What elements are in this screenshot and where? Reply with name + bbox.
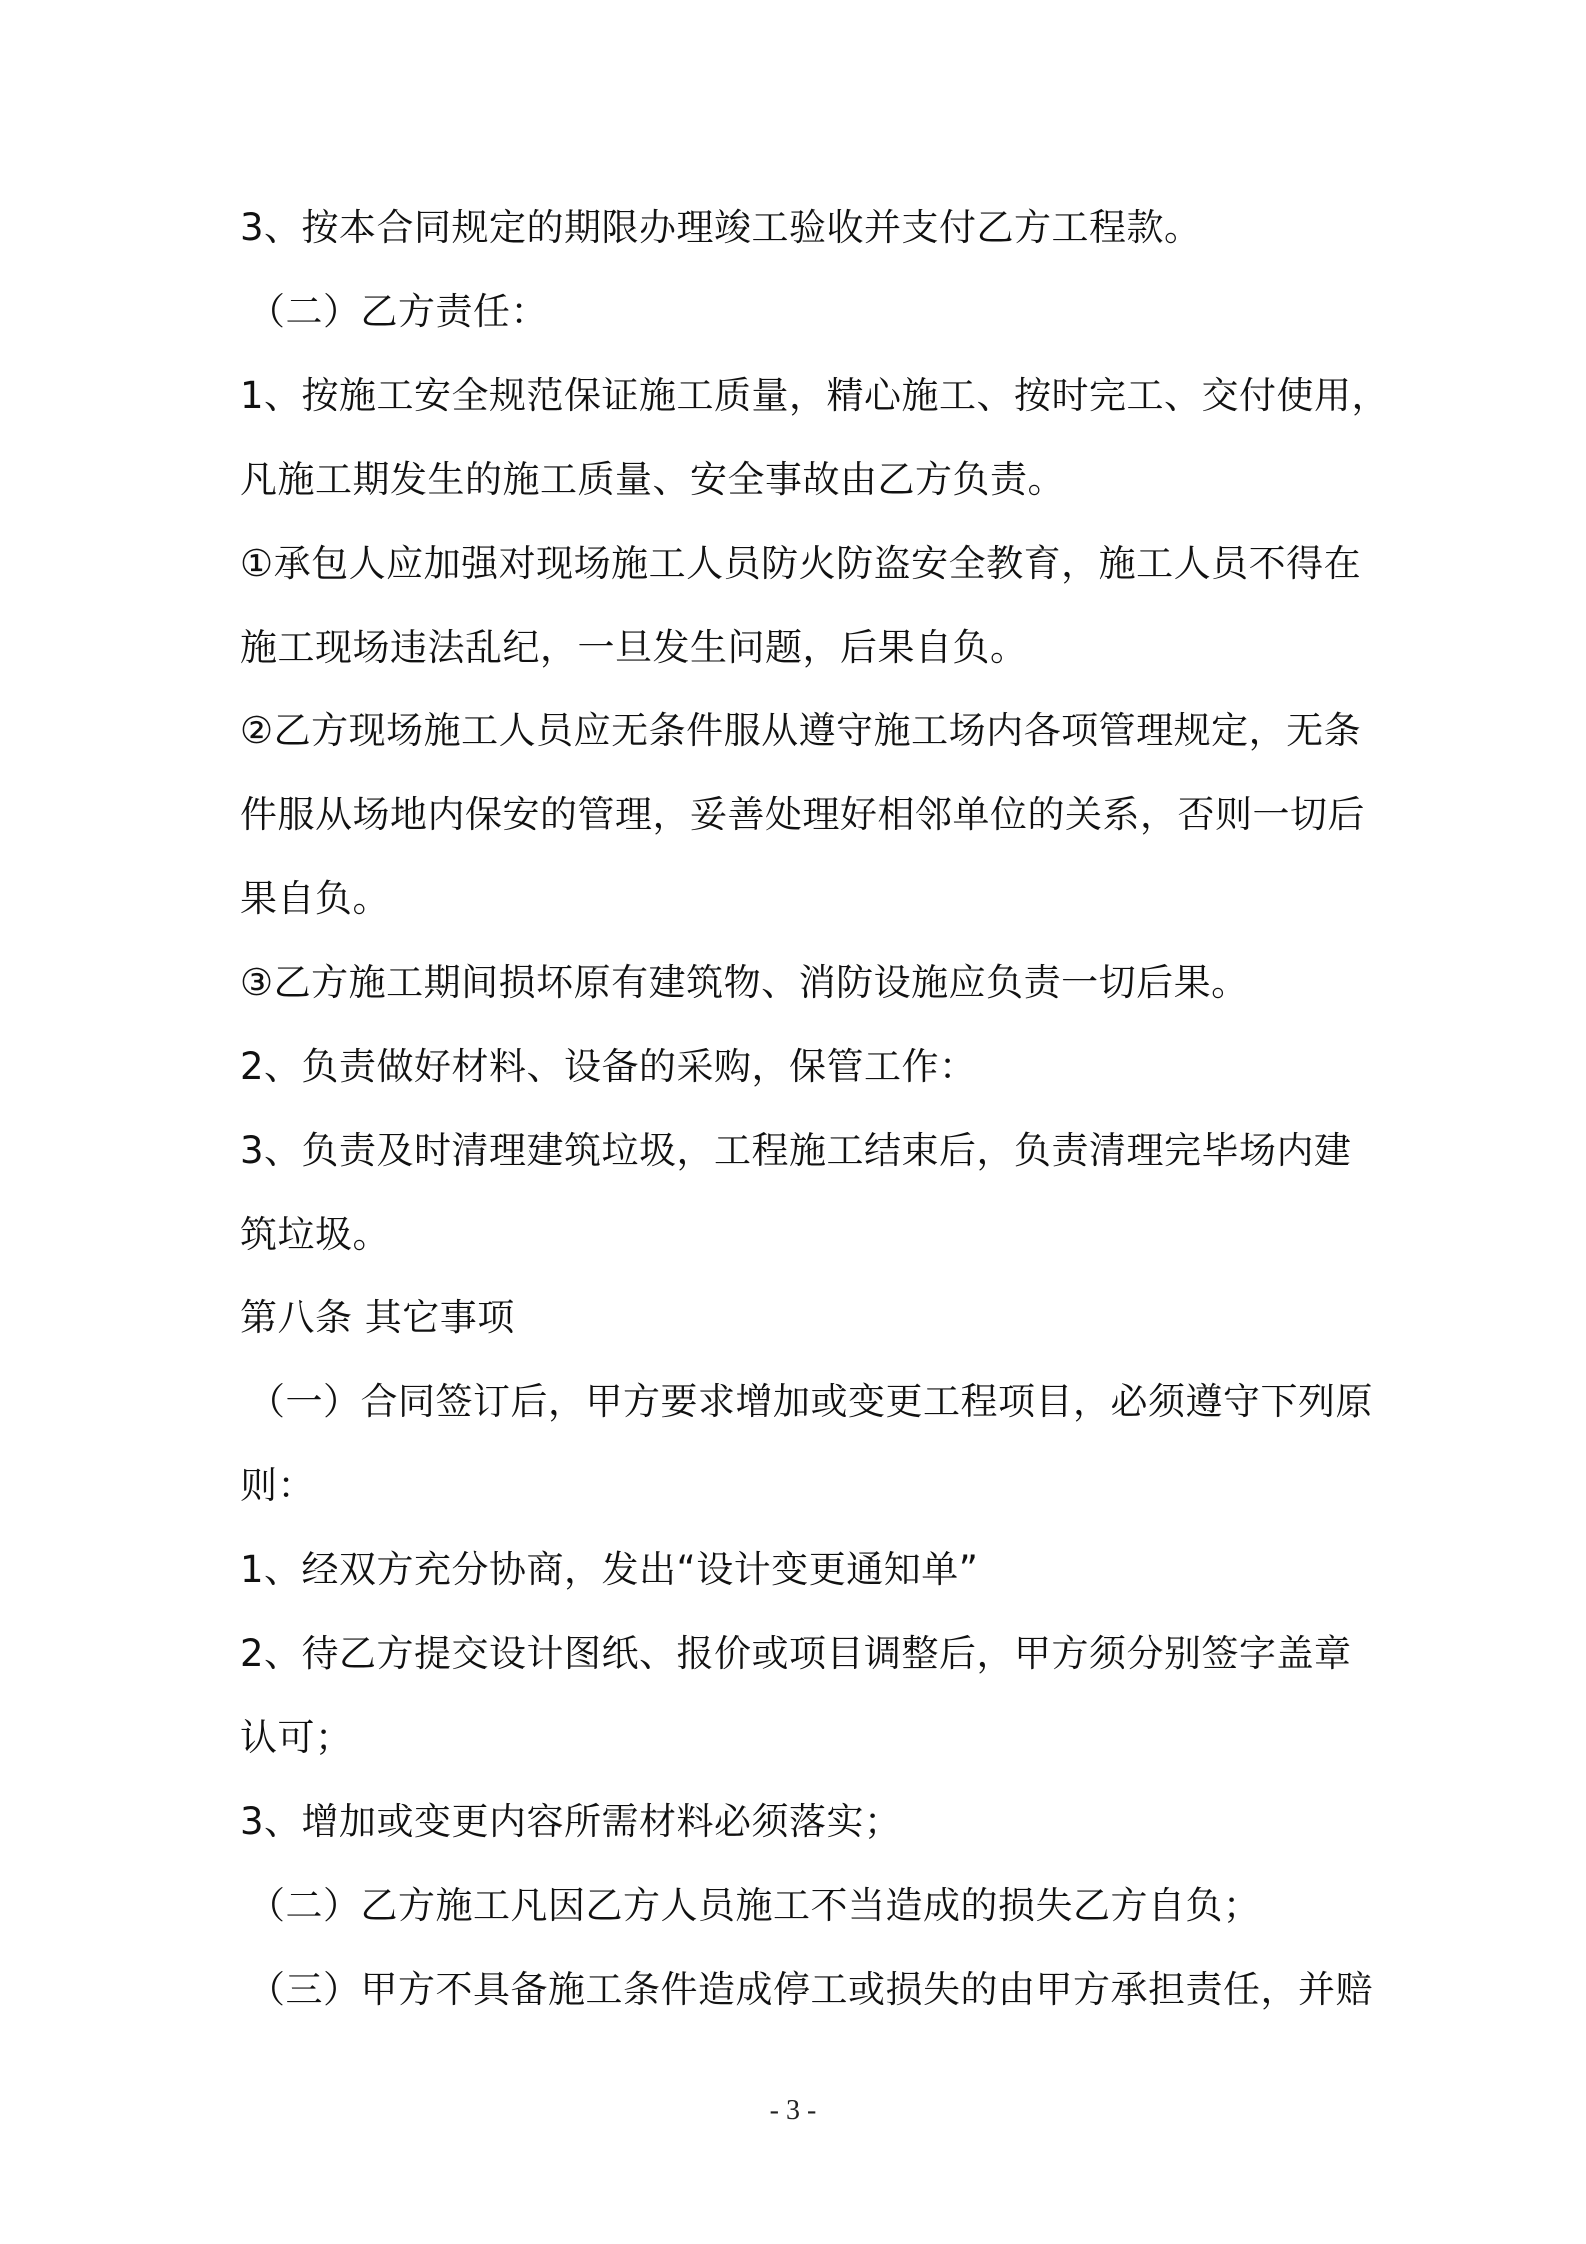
text-line: 3、负责及时清理建筑垃圾，工程施工结束后，负责清理完毕场内建: [240, 1129, 1352, 1172]
text-line: 3、增加或变更内容所需材料必须落实；: [240, 1800, 902, 1843]
text-line: 果自负。: [240, 877, 390, 920]
text-line: （二）乙方施工凡因乙方人员施工不当造成的损失乙方自负；: [248, 1884, 1261, 1927]
text-line: 件服从场地内保安的管理，妥善处理好相邻单位的关系，否则一切后: [240, 793, 1365, 836]
text-line: 凡施工期发生的施工质量、安全事故由乙方负责。: [240, 458, 1065, 501]
text-line: ③乙方施工期间损坏原有建筑物、消防设施应负责一切后果。: [240, 961, 1249, 1004]
text-line: ②乙方现场施工人员应无条件服从遵守施工场内各项管理规定，无条: [240, 709, 1362, 752]
text-line: 施工现场违法乱纪，一旦发生问题，后果自负。: [240, 626, 1028, 669]
text-line: 认可；: [240, 1716, 353, 1759]
text-line: 筑垃圾。: [240, 1213, 390, 1256]
text-line: 则：: [240, 1464, 315, 1507]
section-heading: （二）乙方责任：: [248, 290, 548, 333]
text-line: 2、待乙方提交设计图纸、报价或项目调整后，甲方须分别签字盖章: [240, 1632, 1352, 1675]
text-line: ①承包人应加强对现场施工人员防火防盗安全教育，施工人员不得在: [240, 542, 1362, 585]
text-line: 3、按本合同规定的期限办理竣工验收并支付乙方工程款。: [240, 206, 1202, 249]
page-number: - 3 -: [769, 2095, 817, 2126]
article-heading: 第八条 其它事项: [240, 1296, 515, 1339]
text-line: 1、经双方充分协商，发出“设计变更通知单”: [240, 1548, 979, 1591]
text-line: 1、按施工安全规范保证施工质量，精心施工、按时完工、交付使用，: [240, 374, 1390, 417]
text-line: （三）甲方不具备施工条件造成停工或损失的由甲方承担责任，并赔: [248, 1968, 1373, 2011]
text-line: 2、负责做好材料、设备的采购，保管工作：: [240, 1045, 977, 1088]
text-line: （一）合同签订后，甲方要求增加或变更工程项目，必须遵守下列原: [248, 1380, 1373, 1423]
